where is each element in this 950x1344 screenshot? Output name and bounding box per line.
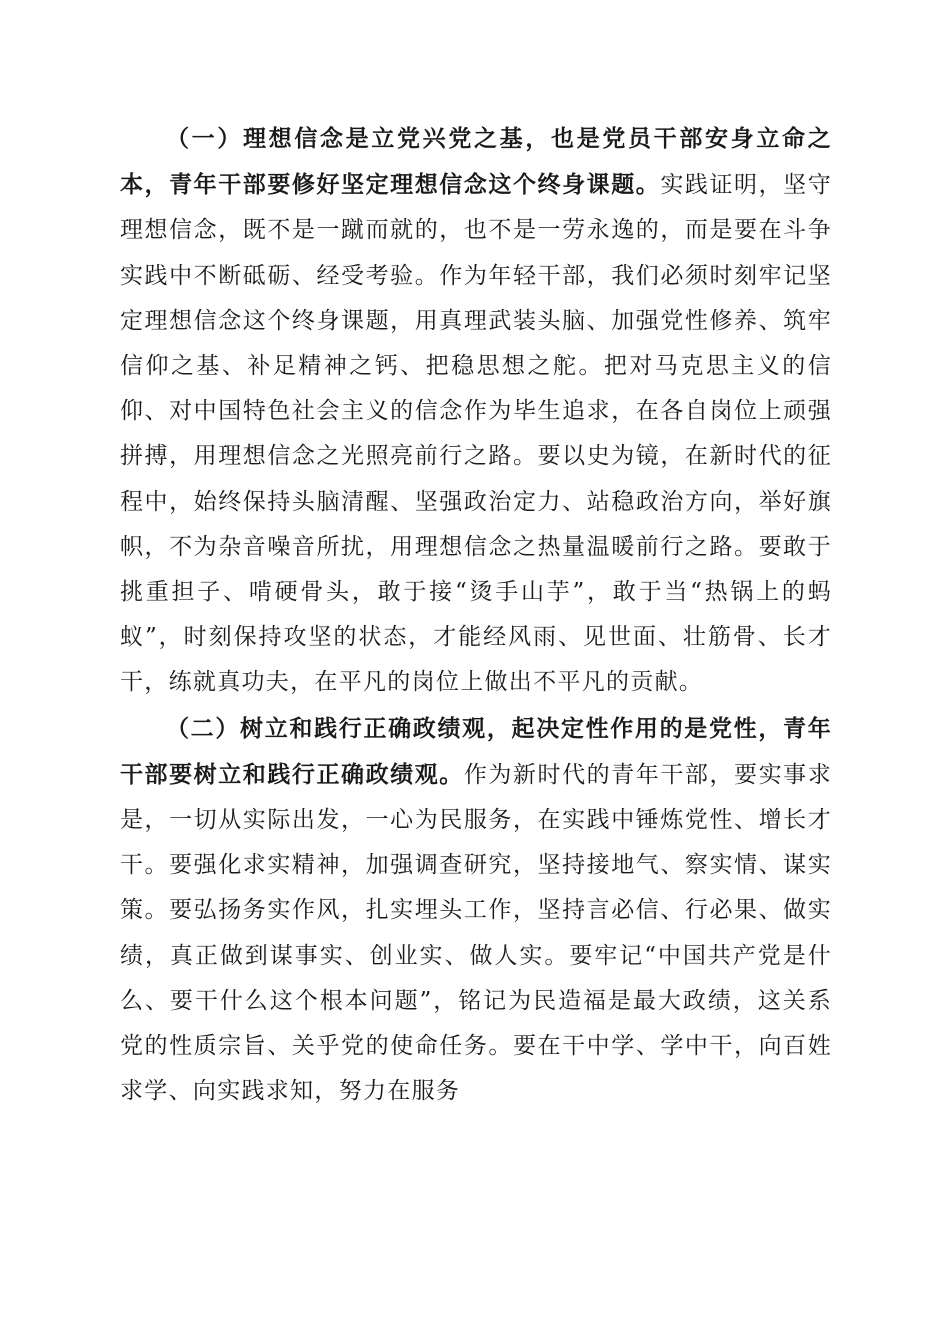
paragraph-1-body: 实践证明，坚守理想信念，既不是一蹴而就的，也不是一劳永逸的，而是要在斗争实践中不断砥砺、经受考验。作为年轻干部，我们必须时刻牢记坚定理想信念这个终身课题，用真理武装头脑、加强党性修养、筑牢信仰之基、补足精神之钙、把稳思想之舵。把对马克思主义的信仰、对中国特色社会主义的信念作为毕生追求，在各自岗位上顽强拼搏，用理想信念之光照亮前行之路。要以史为镜，在新时代的征程中，始终保持头脑清醒、坚强政治定力、站稳政治方向，举好旗帜，不为杂音噪音所扰，用理想信念之热量温暖前行之路。要敢于挑重担子、啃硬骨头，敢于接“烫手山芋”，敢于当“热锅上的蚂蚁”，时刻保持攻坚的状态，才能经风雨、见世面、壮筋骨、长才干，练就真功夫，在平凡的岗位上做出不平凡的贡献。: [120, 172, 832, 696]
document-page: [120, 116, 832, 1114]
paragraph-2-heading: （二）树立和践行正确政绩观，起决定性作用的是党性，青年干部要树立和践行正确政绩观。: [120, 714, 832, 788]
paragraph-1: [120, 116, 832, 706]
paragraph-2-body: 作为新时代的青年干部，要实事求是，一切从实际出发，一心为民服务，在实践中锤炼党性、增长才干。要强化求实精神，加强调查研究，坚持接地气、察实情、谋实策。要弘扬务实作风，扎实埋头工作，坚持言必信、行必果、做实绩，真正做到谋事实、创业实、做人实。要牢记“中国共产党是什么、要干什么这个根本问题”，铭记为民造福是最大政绩，这关系党的性质宗旨、关乎党的使命任务。要在干中学、学中干，向百姓求学、向实践求知，努力在服务: [120, 761, 833, 1105]
paragraph-1-heading: （一）理想信念是立党兴党之基，也是党员干部安身立命之本，青年干部要修好坚定理想信念这个终身课题。: [120, 125, 832, 199]
paragraph-2: [120, 706, 832, 1115]
